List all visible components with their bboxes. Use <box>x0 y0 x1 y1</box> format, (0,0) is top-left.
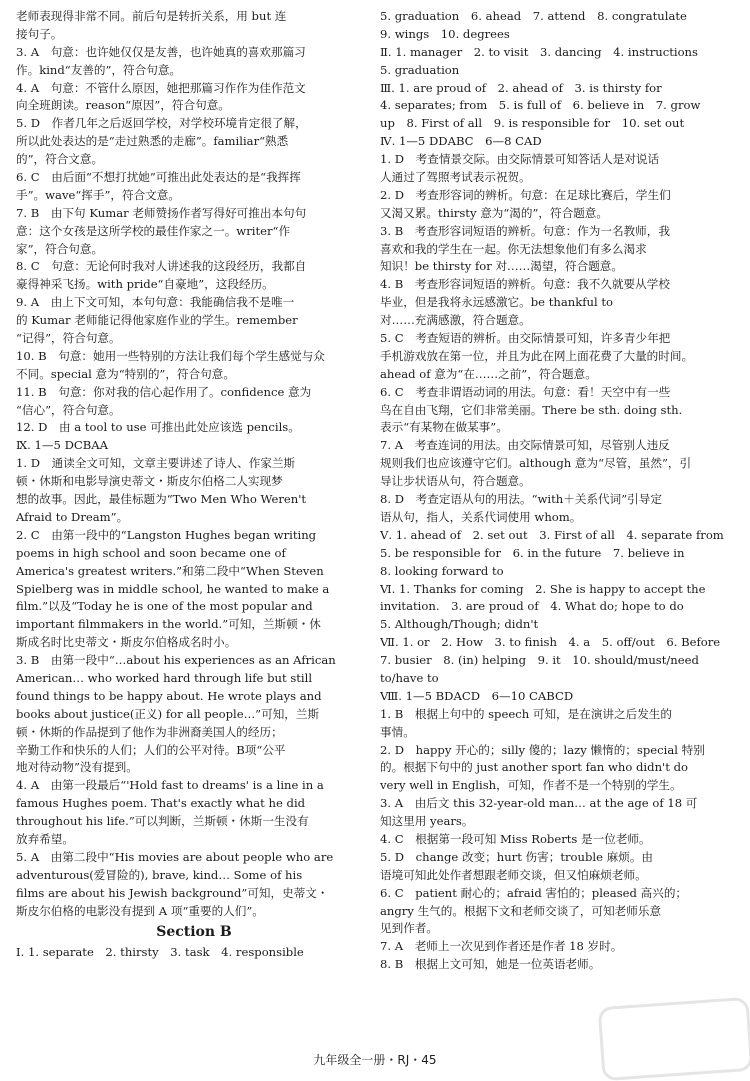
left-text-line: 手”。wave“挥手”，符合文意。 <box>16 187 180 202</box>
right-text-line: 3. A 由后文 this 32-year-old man… at the age of 18 可 <box>380 796 698 811</box>
right-text-line: 喜欢和我的学生在一起。你无法想象他们有多么渴求 <box>380 241 647 256</box>
left-text-line: 11. B 句意：你对我的信心起作用了。confidence 意为 <box>16 384 312 399</box>
right-text-line: 7. busier 8. (in) helping 9. it 10. should/must/need <box>380 653 699 668</box>
left-text-line: 斯成名时比史蒂文・斯皮尔伯格成名时小。 <box>16 635 237 650</box>
right-text-line: 9. wings 10. degrees <box>380 26 510 41</box>
left-text-line: American… who worked hard through life but still <box>16 670 313 685</box>
right-text-line: 5. D change 改变；hurt 伤害；trouble 麻烦。由 <box>380 849 654 864</box>
left-text-line: 作。kind“友善的”，符合句意。 <box>16 62 182 77</box>
left-text-line: Afraid to Dream”。 <box>16 509 129 524</box>
left-text-line: 斯皮尔伯格的电影没有提到 A 项“重要的人们”。 <box>16 903 264 918</box>
right-text-line: 2. D 考查形容词的辨析。句意：在足球比赛后，学生们 <box>380 187 671 202</box>
right-text-line: Ⅲ. 1. are proud of 2. ahead of 3. is thirsty for <box>380 80 662 95</box>
left-text-line: film.”以及“Today he is one of the most popular and <box>16 599 313 614</box>
left-text-line: 意：这个女孩是这所学校的最佳作家之一。writer“作 <box>16 223 291 238</box>
left-text-line: 辛勤工作和快乐的人们；人们的公平对待。B项“公平 <box>16 742 286 757</box>
right-text-line: 1. D 考查情景交际。由交际情景可知答话人是对说话 <box>380 152 660 167</box>
right-text-line: 7. A 考查连词的用法。由交际情景可知，尽管别人违反 <box>380 438 670 453</box>
right-text-line: 事情。 <box>380 724 415 739</box>
left-text-line: America's greatest writers.”和第二段中“When Steven <box>16 563 324 578</box>
right-text-line: 对……充满感激，符合题意。 <box>380 313 531 328</box>
left-text-line: important filmmakers in the world.”可知，兰斯顿・休 <box>16 617 321 632</box>
left-text-line: 放弃希望。 <box>16 831 74 846</box>
left-text-line: 接句子。 <box>16 26 63 41</box>
right-text-line: 知识！be thirsty for 对……渴望，符合题意。 <box>380 259 623 274</box>
right-text-line: 语境可知此处作者想跟老师交谈，但又怕麻烦老师。 <box>380 867 647 882</box>
right-text-line: 人通过了驾照考试表示祝贺。 <box>380 170 531 185</box>
right-text-line: 4. B 考查形容词短语的辨析。句意：我不久就要从学校 <box>380 277 670 292</box>
left-text-line: 3. A 句意：也许她仅仅是友善，也许她真的喜欢那篇习 <box>16 44 306 59</box>
left-text-line: 顿・休斯的作品提到了他作为非洲裔美国人的经历； <box>16 724 283 739</box>
right-text-line: Ⅵ. 1. Thanks for coming 2. She is happy to accept the <box>380 581 706 596</box>
right-text-line: 8. D 考查定语从句的用法。“with＋关系代词”引导定 <box>380 492 662 507</box>
right-text-line: Ⅱ. 1. manager 2. to visit 3. dancing 4. instructions <box>380 44 698 59</box>
left-text-line: 3. B 由第一段中“…about his experiences as an African <box>16 653 336 668</box>
left-text-line: 10. B 句意：她用一些特别的方法让我们每个学生感觉与众 <box>16 348 325 363</box>
left-text-line: 所以此处表达的是“走过熟悉的走廊”。familiar“熟悉 <box>16 134 289 149</box>
left-text-line: 豪得神采飞扬。with pride“自豪地”，这段经历。 <box>16 277 274 292</box>
left-text-line: 的 Kumar 老师能记得他家庭作业的学生。remember <box>16 313 298 328</box>
left-text-line: famous Hughes poem. That's exactly what he did <box>16 796 306 811</box>
left-text-line: 顿・休斯和电影导演史蒂文・斯皮尔伯格二人实现梦 <box>16 474 283 489</box>
page-footer: 九年级全一册・RJ・45 <box>313 1053 437 1067</box>
left-text-line: 的”，符合文意。 <box>16 152 104 167</box>
right-text-line: ahead of 意为“在……之前”，符合题意。 <box>380 366 597 381</box>
left-text-line: Ⅸ. 1—5 DCBAA <box>16 438 109 453</box>
right-text-line: 6. C 考查非谓语动词的用法。句意：看！天空中有一些 <box>380 384 671 399</box>
left-text-line: 9. A 由上下文可知，本句句意：我能确信我不是唯一 <box>16 295 295 310</box>
right-text-line: 鸟在自由飞翔，它们非常美丽。There be sth. doing sth. <box>380 402 683 417</box>
right-text-line: Ⅷ. 1—5 BDACD 6—10 CABCD <box>380 688 574 703</box>
left-text-line: found things to be happy about. He wrote plays and <box>16 688 322 703</box>
left-text-line: 4. A 句意：不管什么原因，她把那篇习作作为佳作范文 <box>16 80 306 95</box>
left-text-line: “记得”，符合句意。 <box>16 331 121 346</box>
right-text-line: 5. Although/Though; didn't <box>380 617 539 632</box>
right-text-line: 7. A 老师上一次见到作者还是作者 18 岁时。 <box>380 939 623 954</box>
right-text-line: 导让步状语从句，符合题意。 <box>380 474 531 489</box>
left-text-line: “信心”，符合句意。 <box>16 402 121 417</box>
right-text-line: 毕业，但是我将永远感激它。be thankful to <box>380 295 614 310</box>
left-text-line: 向全班朗读。reason“原因”，符合句意。 <box>16 98 230 113</box>
right-text-line: 8. looking forward to <box>380 563 504 578</box>
left-text-line: 6. C 由后面“不想打扰她”可推出此处表达的是“我挥挥 <box>16 170 301 185</box>
right-text-line: 5. be responsible for 6. in the future 7. believe in <box>380 545 685 560</box>
right-text-line: 的。根据下句中的 just another sport fan who didn't do <box>380 760 688 775</box>
right-text-line: 4. C 根据第一段可知 Miss Roberts 是一位老师。 <box>380 831 651 846</box>
left-text-line: 7. B 由下句 Kumar 老师赞扬作者写得好可推出本句句 <box>16 205 307 220</box>
left-text-line: 12. D 由 a tool to use 可推出此处应该选 pencils。 <box>16 420 300 435</box>
left-text-line: throughout his life.”可以判断，兰斯顿・休斯一生没有 <box>16 814 309 829</box>
left-text-line: 8. C 句意：无论何时我对人讲述我的这段经历，我都自 <box>16 259 307 274</box>
right-text-line: 规则我们也应该遵守它们。although 意为“尽管，虽然”，引 <box>380 456 692 471</box>
left-text-line: poems in high school and soon became one of <box>16 545 286 560</box>
left-column <box>16 8 372 962</box>
section-b-title: Section B <box>156 924 232 941</box>
left-text-line: 地对待动物”没有提到。 <box>16 760 138 775</box>
right-text-line: 语从句，指人，关系代词使用 whom。 <box>380 509 582 524</box>
left-text-line: films are about his Jewish background”可知，史蒂文・ <box>16 885 329 900</box>
right-text-line: Ⅶ. 1. or 2. How 3. to finish 4. a 5. off/out 6. Before <box>380 635 721 650</box>
right-text-line: 5. C 考查短语的辨析。由交际情景可知，许多青少年把 <box>380 331 671 346</box>
right-text-line: Ⅳ. 1—5 DDABC 6—8 CAD <box>380 134 542 149</box>
left-text-line: 1. D 通读全文可知，文章主要讲述了诗人、作家兰斯 <box>16 456 296 471</box>
left-bottom-line: Ⅰ. 1. separate 2. thirsty 3. task 4. responsible <box>16 945 304 960</box>
left-text-line: 家”，符合句意。 <box>16 241 104 256</box>
right-text-line: 6. C patient 耐心的；afraid 害怕的；pleased 高兴的； <box>380 885 688 900</box>
right-text-line: 5. graduation 6. ahead 7. attend 8. congratulate <box>380 9 687 23</box>
right-text-line: 知这里用 years。 <box>380 814 474 829</box>
left-text-line: Spielberg was in middle school, he wanted to make a <box>16 581 330 596</box>
right-text-line: 又渴又累。thirsty 意为“渴的”，符合题意。 <box>380 205 608 220</box>
left-text-line: 2. C 由第一段中的“Langston Hughes began writing <box>16 527 317 542</box>
right-text-line: angry 生气的。根据下文和老师交谈了，可知老师乐意 <box>380 903 662 918</box>
right-text-line: invitation. 3. are proud of 4. What do; hope to do <box>380 599 684 614</box>
right-text-line: 手机游戏放在第一位，并且为此在网上面花费了大量的时间。 <box>380 348 694 363</box>
left-text-line: 不同。special 意为“特别的”，符合句意。 <box>16 366 235 381</box>
right-text-line: Ⅴ. 1. ahead of 2. set out 3. First of all 4. separate from <box>380 527 724 542</box>
right-text-line: 1. B 根据上句中的 speech 可知，是在演讲之后发生的 <box>380 706 672 721</box>
right-text-line: 8. B 根据上文可知，她是一位英语老师。 <box>380 957 601 972</box>
right-text-line: 2. D happy 开心的；silly 傻的；lazy 懒惰的；special 特别 <box>380 742 705 757</box>
right-text-line: 4. separates; from 5. is full of 6. believe in 7. grow <box>380 98 701 113</box>
left-text-line: adventurous(爱冒险的), brave, kind… Some of his <box>16 867 303 882</box>
watermark-stamp <box>598 997 750 1081</box>
right-text-line: 表示“有某物在做某事”。 <box>380 420 508 435</box>
left-text-line: 想的故事。因此，最佳标题为“Two Men Who Weren't <box>16 492 307 507</box>
right-text-line: 5. graduation <box>380 62 460 77</box>
left-text-line: books about justice(正义) for all people…”可知，兰斯 <box>16 706 320 721</box>
right-text-line: very well in English，可知，作者不是一个特别的学生。 <box>380 778 682 793</box>
left-text-line: 老师表现得非常不同。前后句是转折关系，用 but 连 <box>16 9 287 23</box>
right-column <box>380 8 736 974</box>
right-text-line: up 8. First of all 9. is responsible for 10. set out <box>380 116 685 131</box>
left-text-line: 5. D 作者几年之后返回学校，对学校环境肯定很了解， <box>16 116 307 131</box>
right-text-line: 3. B 考查形容词短语的辨析。句意：作为一名教师，我 <box>380 223 670 238</box>
right-text-line: to/have to <box>380 670 439 685</box>
left-text-line: 5. A 由第二段中“His movies are about people who are <box>16 849 334 864</box>
right-text-line: 见到作者。 <box>380 921 438 936</box>
left-text-line: 4. A 由第一段最后“'Hold fast to dreams' is a line in a <box>16 778 324 793</box>
